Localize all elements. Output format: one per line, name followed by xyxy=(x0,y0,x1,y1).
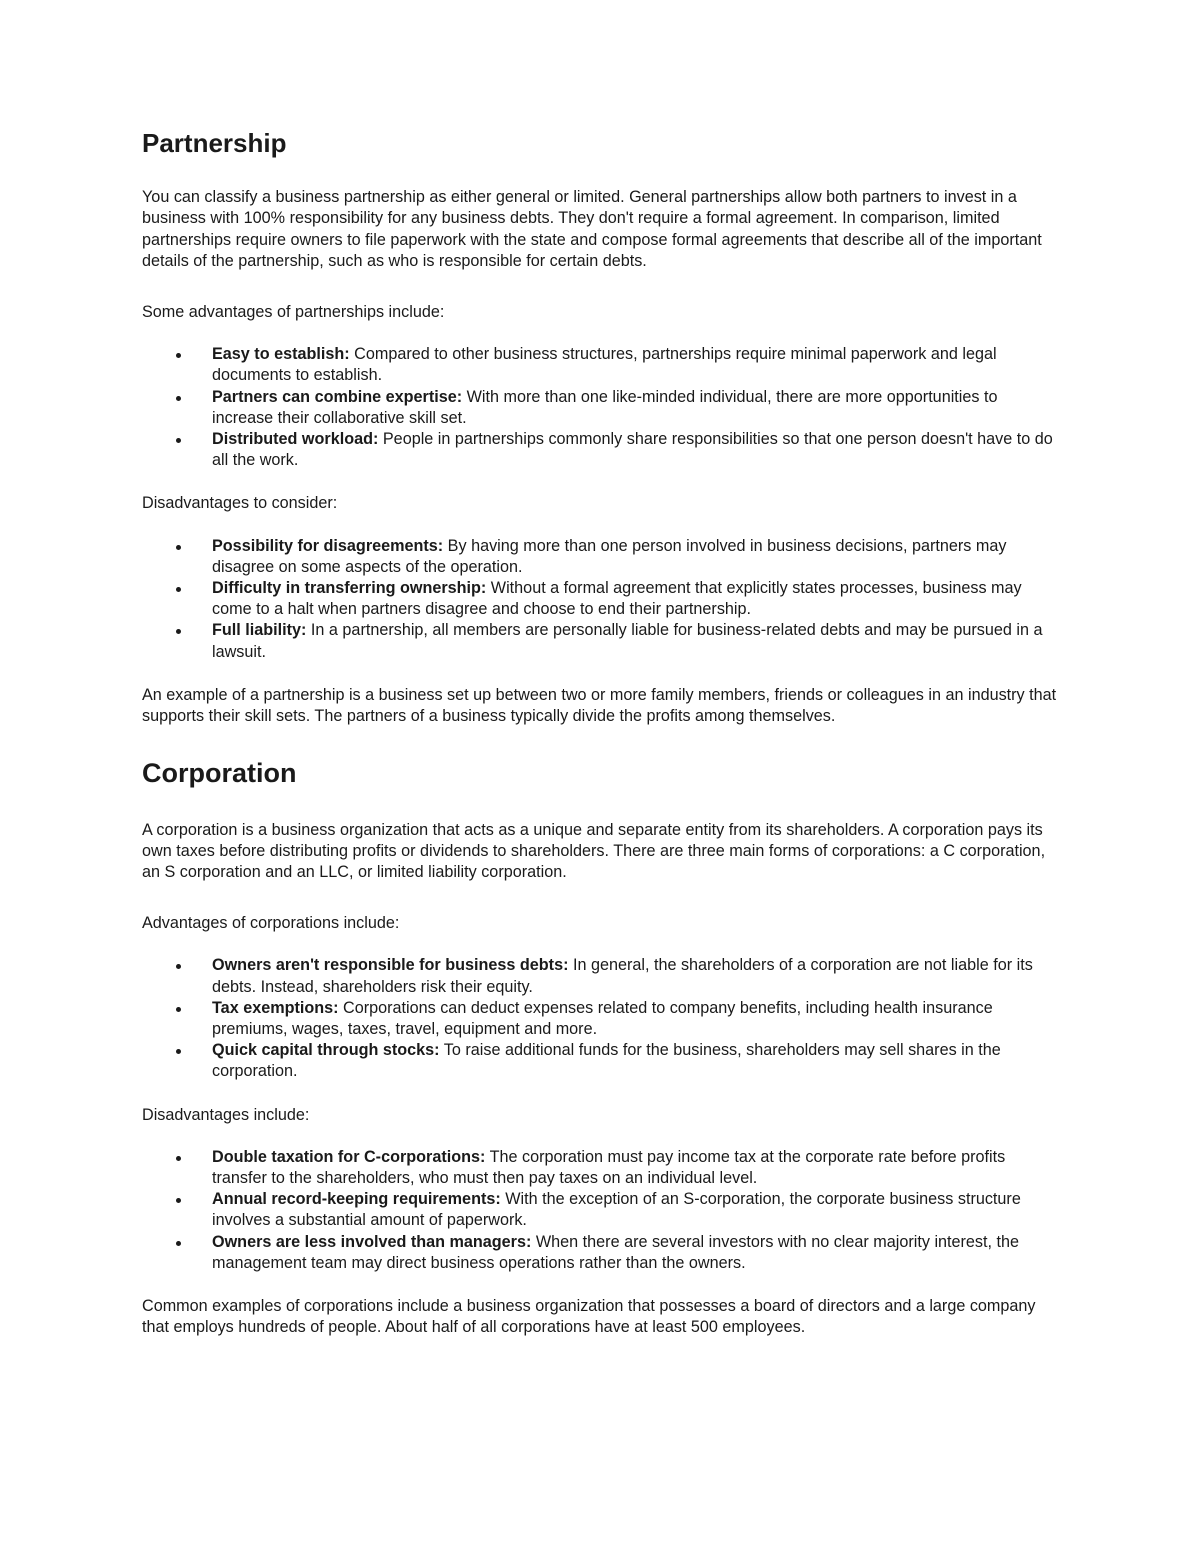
list-item-text: Corporations can deduct expenses related to company benefits, including health insurance premiums, wages, taxes, travel, equipment and more. xyxy=(212,998,993,1039)
list-item-term: Owners aren't responsible for business debts: xyxy=(212,956,569,975)
list-item-term: Possibility for disagreements: xyxy=(212,536,444,555)
partnership-disadvantages-heading: Disadvantages to consider: xyxy=(142,494,338,513)
partnership-disadvantages-list xyxy=(142,536,1062,663)
bullet-icon xyxy=(176,396,181,401)
bullet-icon xyxy=(176,1198,181,1203)
corporation-advantages-heading: Advantages of corporations include: xyxy=(142,914,400,933)
list-item-term: Full liability: xyxy=(212,621,307,640)
list-item-term: Double taxation for C-corporations: xyxy=(212,1147,486,1166)
partnership-advantages-list xyxy=(142,344,1062,471)
partnership-intro: You can classify a business partnership as either general or limited. General partnerships allow both partners to invest in a business with 100% responsibility for any business debts. They don't require a formal agreement. In comparison, limited partnerships require owners to file paperwork with the state and compose formal agreements that describe all of the important details of the partnership, such as who is responsible for certain debts. xyxy=(142,188,1042,270)
section-title-corporation: Corporation xyxy=(142,758,297,789)
section-title-partnership: Partnership xyxy=(142,128,287,158)
bullet-icon xyxy=(176,1156,181,1161)
corporation-intro: A corporation is a business organization that acts as a unique and separate entity from its shareholders. A corporation pays its own taxes before distributing profits or dividends to shareholders. There are three main forms of corporations: a C corporation, an S corporation and an LLC, or limited liability corporation. xyxy=(142,820,1046,882)
corporation-example: Common examples of corporations include a business organization that possesses a board of directors and a large company that employs hundreds of people. About half of all corporations have at least 500 employees. xyxy=(142,1297,1036,1337)
list-item-text: In general, the shareholders of a corporation are not liable for its debts. Instead, shareholders risk their equity. xyxy=(212,956,1033,996)
list-item xyxy=(142,344,1062,386)
bullet-icon xyxy=(176,1049,181,1054)
list-item xyxy=(142,387,1062,429)
bullet-icon xyxy=(176,1007,181,1012)
document-page xyxy=(142,128,1062,1369)
list-item-text: Compared to other business structures, partnerships require minimal paperwork and legal documents to establish. xyxy=(212,345,997,385)
list-item-text: In a partnership, all members are personally liable for business-related debts and may be pursued in a lawsuit. xyxy=(212,621,1043,661)
list-item xyxy=(142,429,1062,471)
list-item xyxy=(142,578,1062,620)
list-item-text: When there are several investors with no clear majority interest, the management team may direct business operations rather than the owners. xyxy=(212,1232,1020,1272)
list-item-term: Annual record-keeping requirements: xyxy=(212,1190,501,1209)
bullet-icon xyxy=(176,587,181,592)
list-item-term: Partners can combine expertise: xyxy=(212,387,463,406)
list-item-term: Easy to establish: xyxy=(212,345,350,364)
list-item-term: Distributed workload: xyxy=(212,430,379,449)
bullet-icon xyxy=(176,353,181,358)
corporation-advantages-list xyxy=(142,955,1062,1082)
list-item xyxy=(142,1147,1062,1189)
list-item xyxy=(142,955,1062,997)
list-item xyxy=(142,1040,1062,1082)
list-item-text: With the exception of an S-corporation, the corporate business structure involves a substantial amount of paperwork. xyxy=(212,1190,1021,1230)
list-item-term: Owners are less involved than managers: xyxy=(212,1232,532,1251)
list-item-text: The corporation must pay income tax at the corporate rate before profits transfer to the shareholders, who must then pay taxes on an individual level. xyxy=(212,1147,1006,1188)
bullet-icon xyxy=(176,438,181,443)
bullet-icon xyxy=(176,545,181,550)
list-item-text: To raise additional funds for the business, shareholders may sell shares in the corporation. xyxy=(212,1041,1001,1081)
list-item xyxy=(142,1232,1062,1274)
list-item xyxy=(142,620,1062,662)
list-item xyxy=(142,1189,1062,1231)
partnership-advantages-heading: Some advantages of partnerships include: xyxy=(142,303,445,321)
list-item-text: With more than one like-minded individual, there are more opportunities to increase their collaborative skill set. xyxy=(212,387,998,427)
list-item xyxy=(142,536,1062,578)
list-item-text: By having more than one person involved in business decisions, partners may disagree on some aspects of the operation. xyxy=(212,536,1007,576)
partnership-example: An example of a partnership is a business set up between two or more family members, friends or colleagues in an industry that supports their skill sets. The partners of a business typically divide the profits among themselves. xyxy=(142,685,1057,726)
corporation-disadvantages-list xyxy=(142,1147,1062,1274)
list-item-text: Without a formal agreement that explicitly states processes, business may come to a halt when partners disagree and choose to end their partnership. xyxy=(212,579,1022,619)
bullet-icon xyxy=(176,964,181,969)
list-item-term: Tax exemptions: xyxy=(212,998,339,1017)
list-item-term: Quick capital through stocks: xyxy=(212,1041,440,1060)
list-item-text: People in partnerships commonly share responsibilities so that one person doesn't have to do all the work. xyxy=(212,430,1053,470)
corporation-disadvantages-heading: Disadvantages include: xyxy=(142,1105,310,1124)
bullet-icon xyxy=(176,629,181,634)
bullet-icon xyxy=(176,1241,181,1246)
list-item-term: Difficulty in transferring ownership: xyxy=(212,579,487,598)
list-item xyxy=(142,998,1062,1040)
